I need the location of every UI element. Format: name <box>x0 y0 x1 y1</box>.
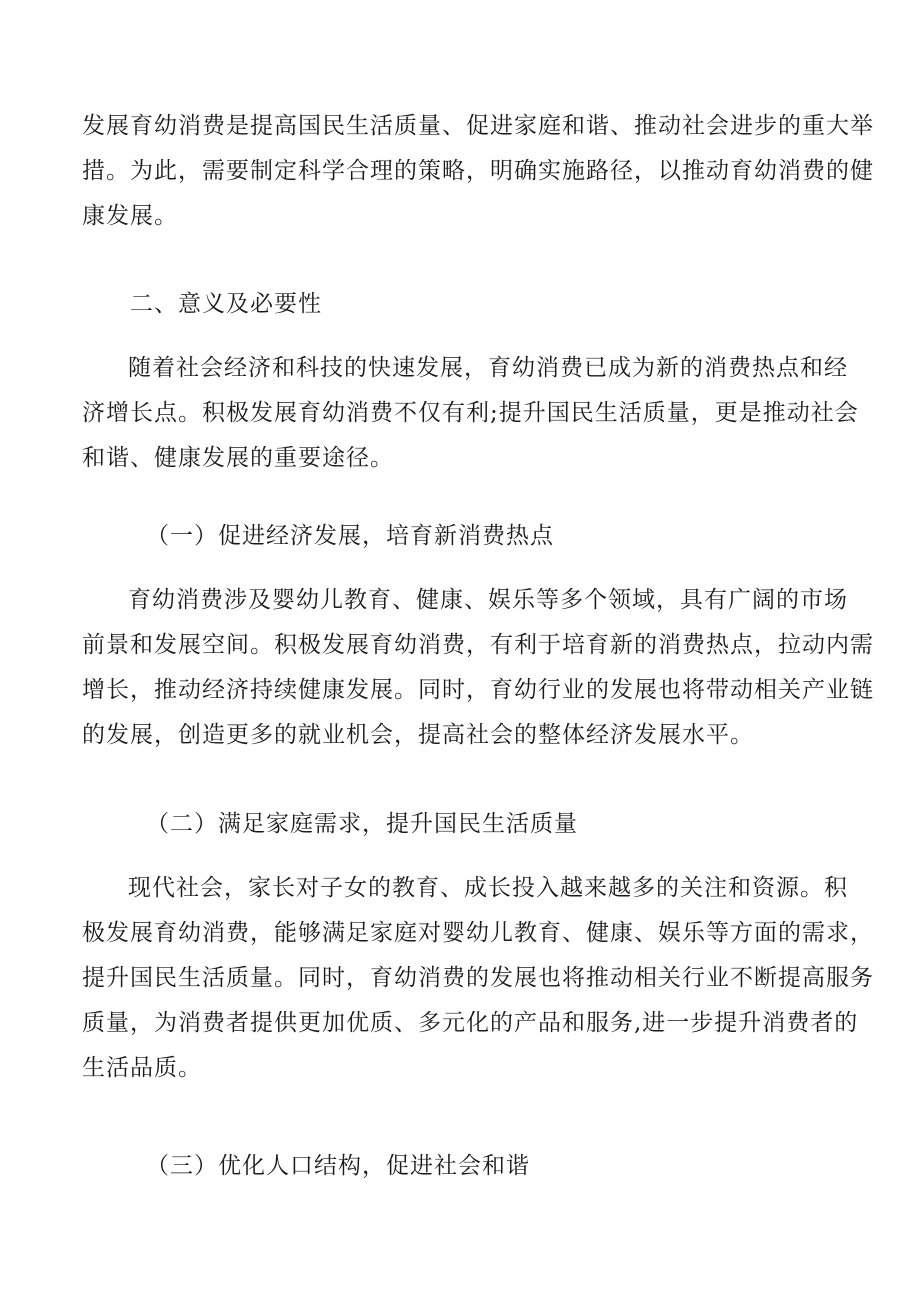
sub1-line-3: 增长，推动经济持续健康发展。同时，育幼行业的发展也将带动相关产业链 <box>82 677 874 703</box>
sub1-heading: （一）促进经济发展，培育新消费热点 <box>146 523 554 549</box>
intro-paragraph <box>82 104 874 239</box>
sub2-line-5: 生活品质。 <box>82 1055 202 1081</box>
sub3-heading: （三）优化人口结构，促进社会和谐 <box>146 1153 530 1179</box>
section2-intro-line-2: 济增长点。积极发展育幼消费不仅有利;提升国民生活质量，更是推动社会 <box>82 400 859 426</box>
section2-intro-paragraph <box>82 346 859 481</box>
intro-line-3: 康发展。 <box>82 203 178 229</box>
intro-line-2: 措。为此，需要制定科学合理的策略，明确实施路径，以推动育幼消费的健 <box>82 158 874 184</box>
section2-intro-line-3: 和谐、健康发展的重要途径。 <box>82 445 394 471</box>
sub2-body-paragraph <box>82 866 874 1091</box>
section2-heading: 二、意义及必要性 <box>130 291 322 317</box>
sub2-line-1: 现代社会，家长对子女的教育、成长投入越来越多的关注和资源。积 <box>128 875 848 901</box>
sub1-body-paragraph <box>82 578 874 758</box>
sub2-line-4: 质量，为消费者提供更加优质、多元化的产品和服务,进一步提升消费者的 <box>82 1010 859 1036</box>
sub2-line-3: 提升国民生活质量。同时，育幼消费的发展也将推动相关行业不断提高服务 <box>82 965 874 991</box>
intro-line-1: 发展育幼消费是提高国民生活质量、促进家庭和谐、推动社会进步的重大举 <box>82 113 874 139</box>
sub1-line-4: 的发展，创造更多的就业机会，提高社会的整体经济发展水平。 <box>82 722 754 748</box>
sub2-line-2: 极发展育幼消费，能够满足家庭对婴幼儿教育、健康、娱乐等方面的需求， <box>82 920 874 946</box>
sub1-line-1: 育幼消费涉及婴幼儿教育、健康、娱乐等多个领域，具有广阔的市场 <box>128 587 848 613</box>
sub2-heading: （二）满足家庭需求，提升国民生活质量 <box>146 811 578 837</box>
section2-intro-line-1: 随着社会经济和科技的快速发展，育幼消费已成为新的消费热点和经 <box>128 355 848 381</box>
sub1-line-2: 前景和发展空间。积极发展育幼消费，有利于培育新的消费热点，拉动内需 <box>82 632 874 658</box>
